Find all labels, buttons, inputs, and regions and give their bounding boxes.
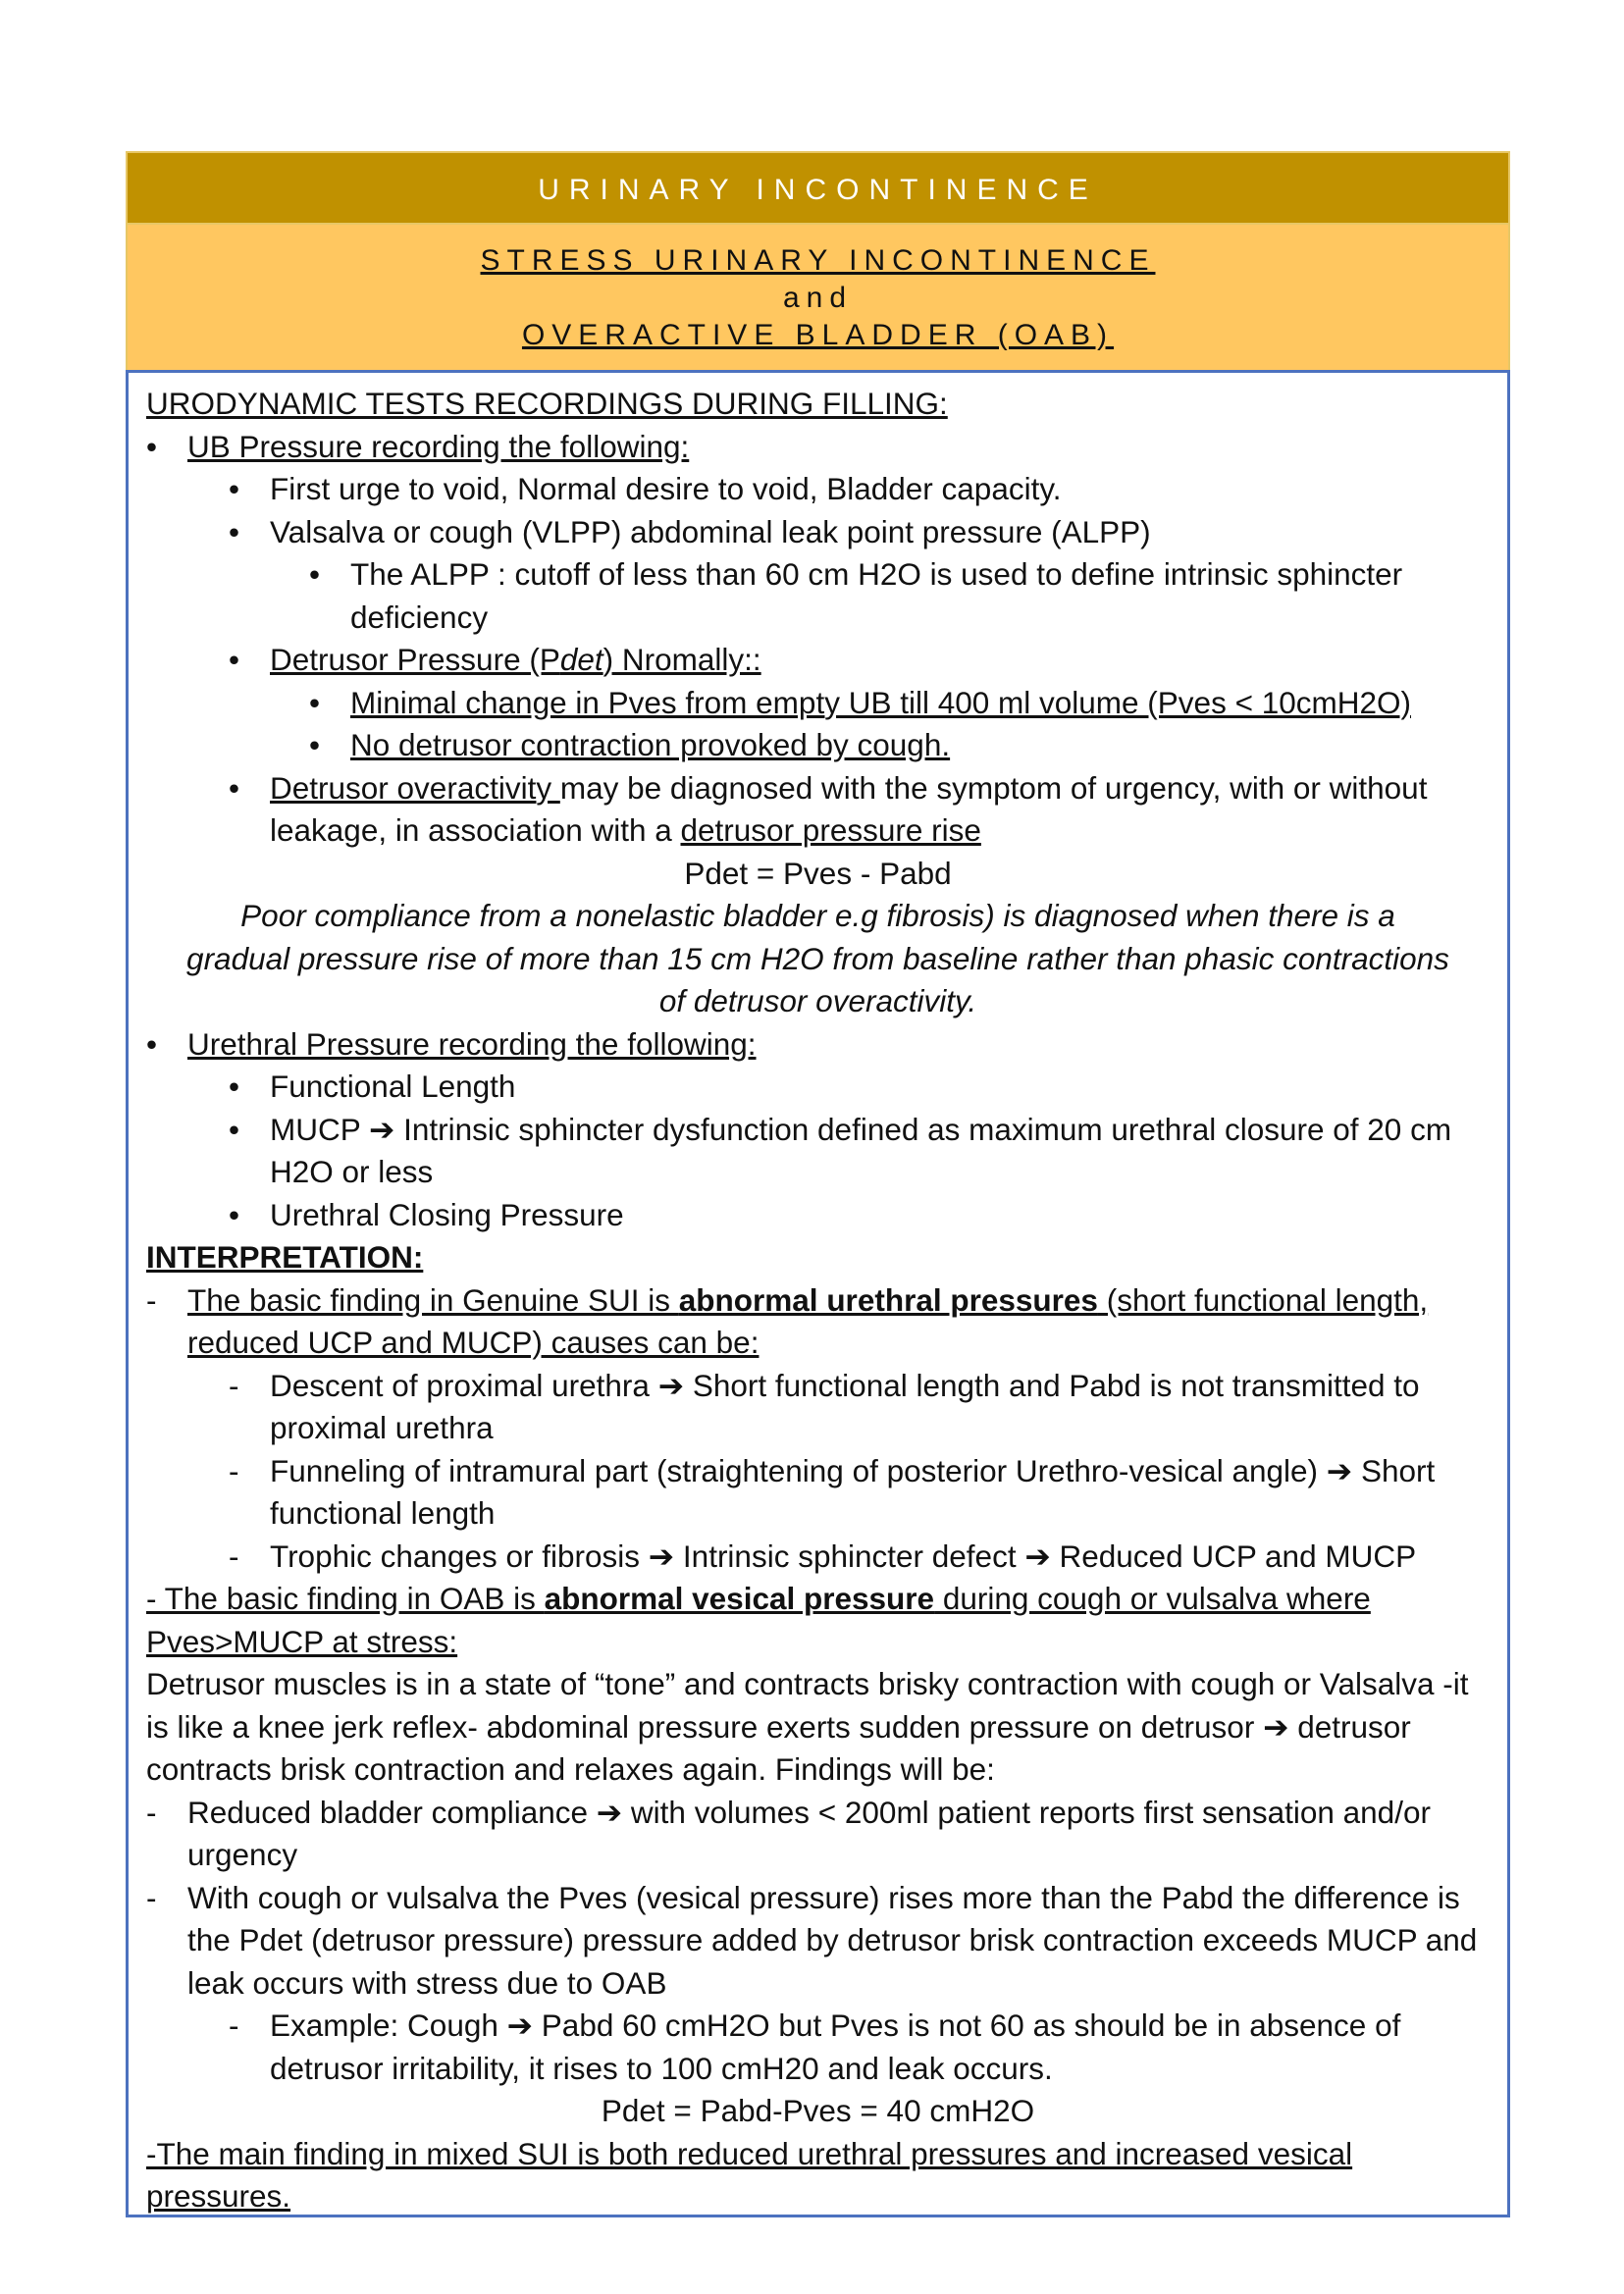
list-item [146, 1194, 1490, 1237]
list-item [146, 1109, 1490, 1194]
dash-marker: - [229, 1367, 239, 1403]
list-text: Minimal change in Pves from empty UB till 400 ml volume (Pves < 10cmH2O) [350, 684, 1411, 720]
section-heading-interpretation: INTERPRETATION: [146, 1239, 424, 1275]
list-text: No detrusor contraction provoked by cough. [350, 727, 951, 762]
list-text: abnormal urethral pressures [678, 1281, 1098, 1318]
ub-pressure-label: UB Pressure recording the following: [187, 428, 690, 464]
list-text: With cough or vulsalva the Pves (vesical pressure) rises more than the Pabd the difference is the Pdet (detrusor pressure) pressure added by detrusor brisk contraction exceeds MUCP and leak occurs with stress due to OAB [187, 1879, 1478, 2001]
list-text: abnormal vesical pressure [544, 1581, 935, 1616]
list-text: Trophic changes or fibrosis [270, 1538, 649, 1574]
section-heading-urodynamic: URODYNAMIC TESTS RECORDINGS DURING FILLING: [146, 386, 948, 421]
list-item [146, 553, 1490, 639]
list-item [146, 2005, 1490, 2090]
paragraph-text: Detrusor muscles is in a state of “tone” and contracts brisky contraction with cough or Valsalva -it is like a knee jerk reflex- abdominal pressure exerts sudden pressure on detrusor [146, 1666, 1469, 1745]
bullet-marker: • [229, 769, 240, 806]
list-item [146, 1365, 1490, 1450]
list-item [146, 1877, 1490, 2006]
list-item [146, 767, 1490, 853]
formula-pdet: Pdet = Pves - Pabd [684, 855, 952, 891]
list-text: det [559, 642, 603, 677]
subtitle-oab: OVERACTIVE BLADDER (OAB) [521, 319, 1115, 351]
list-text: Pabd 60 cmH2O but Pves is not 60 as should be in absence of detrusor irritability, it rises to 100 cmH20 and leak occurs. [270, 2007, 1401, 2086]
list-text: Example: Cough [270, 2007, 507, 2043]
list-text: Funneling of intramural part (straightening of posterior Urethro-vesical angle) [270, 1452, 1327, 1488]
subtitle-and: and [782, 282, 854, 314]
list-text: Reduced bladder compliance [187, 1794, 597, 1830]
bullet-marker: • [146, 1025, 158, 1062]
dash-marker: - [146, 1281, 157, 1318]
list-item [146, 1792, 1490, 1877]
list-text: Detrusor Pressure (P [270, 642, 560, 677]
formula-example: Pdet = Pabd-Pves = 40 cmH2O [601, 2093, 1035, 2128]
bullet-marker: • [229, 1069, 240, 1104]
list-text: Urethral Closing Pressure [270, 1196, 624, 1232]
list-item [146, 639, 1490, 682]
arrow-icon: ➔ [596, 1794, 623, 1830]
bullet-marker: • [309, 684, 321, 720]
arrow-icon: ➔ [1326, 1452, 1353, 1488]
detrusor-paragraph [146, 1663, 1490, 1792]
subtitle-block [126, 225, 1510, 370]
paragraph-text: detrusor contracts brisk contraction and relaxes again. Findings will be: [146, 1708, 1411, 1787]
list-text: MUCP [270, 1111, 369, 1147]
dash-marker: - [229, 2007, 239, 2043]
arrow-icon: ➔ [506, 2007, 534, 2043]
title-bar [126, 151, 1510, 225]
poor-compliance-note: Poor compliance from a nonelastic bladder e.g fibrosis) is diagnosed when there is a gradual pressure rise of more than 15 cm H2O from baseline rather than phasic contractions of detrusor overactivity. [186, 898, 1449, 1018]
list-text: detrusor pressure rise [680, 812, 981, 848]
list-text: The ALPP : cutoff of less than 60 cm H2O is used to define intrinsic sphincter deficiency [350, 556, 1403, 635]
list-text: ) Nromally:: [602, 642, 761, 677]
arrow-icon: ➔ [1263, 1708, 1289, 1745]
bullet-marker: • [146, 428, 158, 464]
list-text: - The basic finding in OAB is [146, 1581, 545, 1616]
page-title: URINARY INCONTINENCE [538, 174, 1098, 206]
content-body [126, 370, 1510, 2217]
list-text: Intrinsic sphincter defect [674, 1538, 1025, 1574]
list-text: with volumes < 200ml patient reports first sensation and/or urgency [187, 1794, 1431, 1872]
dash-marker: - [146, 1794, 157, 1830]
subtitle-sui: STRESS URINARY INCONTINENCE [480, 244, 1156, 277]
bullet-marker: • [229, 471, 240, 506]
list-item [146, 1066, 1490, 1109]
oab-finding [146, 1578, 1490, 1663]
list-text: (short functional length, reduced UCP and MUCP) causes can be: [187, 1281, 1429, 1360]
bullet-marker: • [309, 727, 321, 762]
list-text: Detrusor overactivity [270, 769, 560, 806]
dash-marker: - [229, 1538, 239, 1574]
list-item [146, 1450, 1490, 1536]
bullet-marker: • [229, 1196, 240, 1232]
list-text: Intrinsic sphincter dysfunction defined as maximum urethral closure of 20 cm H2O or less [270, 1111, 1452, 1189]
list-text: Reduced UCP and MUCP [1050, 1538, 1417, 1574]
list-text: during cough or vulsalva where Pves>MUCP at stress: [146, 1581, 1371, 1659]
list-text: First urge to void, Normal desire to void, Bladder capacity. [270, 471, 1062, 506]
bullet-marker: • [229, 642, 240, 677]
bullet-marker: • [229, 513, 240, 549]
arrow-icon: ➔ [648, 1538, 675, 1574]
dash-marker: - [229, 1452, 239, 1488]
list-item [146, 1023, 1490, 1067]
list-text: Descent of proximal urethra [270, 1367, 658, 1403]
list-text: Valsalva or cough (VLPP) abdominal leak point pressure (ALPP) [270, 513, 1151, 549]
arrow-icon: ➔ [368, 1111, 395, 1147]
mixed-sui-finding: -The main finding in mixed SUI is both reduced urethral pressures and increased vesical pressures. [146, 2135, 1353, 2214]
list-item [146, 426, 1490, 469]
bullet-marker: • [229, 1111, 240, 1147]
urethral-pressure-label: Urethral Pressure recording the following: [187, 1025, 757, 1062]
list-item [146, 682, 1490, 725]
list-item [146, 1536, 1490, 1579]
document-card [126, 151, 1510, 2217]
list-item [146, 511, 1490, 554]
list-item [146, 468, 1490, 511]
list-item [146, 724, 1490, 767]
arrow-icon: ➔ [1024, 1538, 1051, 1574]
list-text: Functional Length [270, 1069, 516, 1104]
bullet-marker: • [309, 556, 321, 592]
dash-marker: - [146, 1879, 157, 1915]
list-item [146, 1279, 1490, 1365]
list-text: may be diagnosed with the symptom of urgency, with or without leakage, in association with a [270, 769, 1428, 848]
list-text: Short functional length [270, 1452, 1436, 1531]
list-text: The basic finding in Genuine SUI is [187, 1281, 679, 1318]
arrow-icon: ➔ [657, 1367, 685, 1403]
list-text: Short functional length and Pabd is not transmitted to proximal urethra [270, 1367, 1420, 1445]
